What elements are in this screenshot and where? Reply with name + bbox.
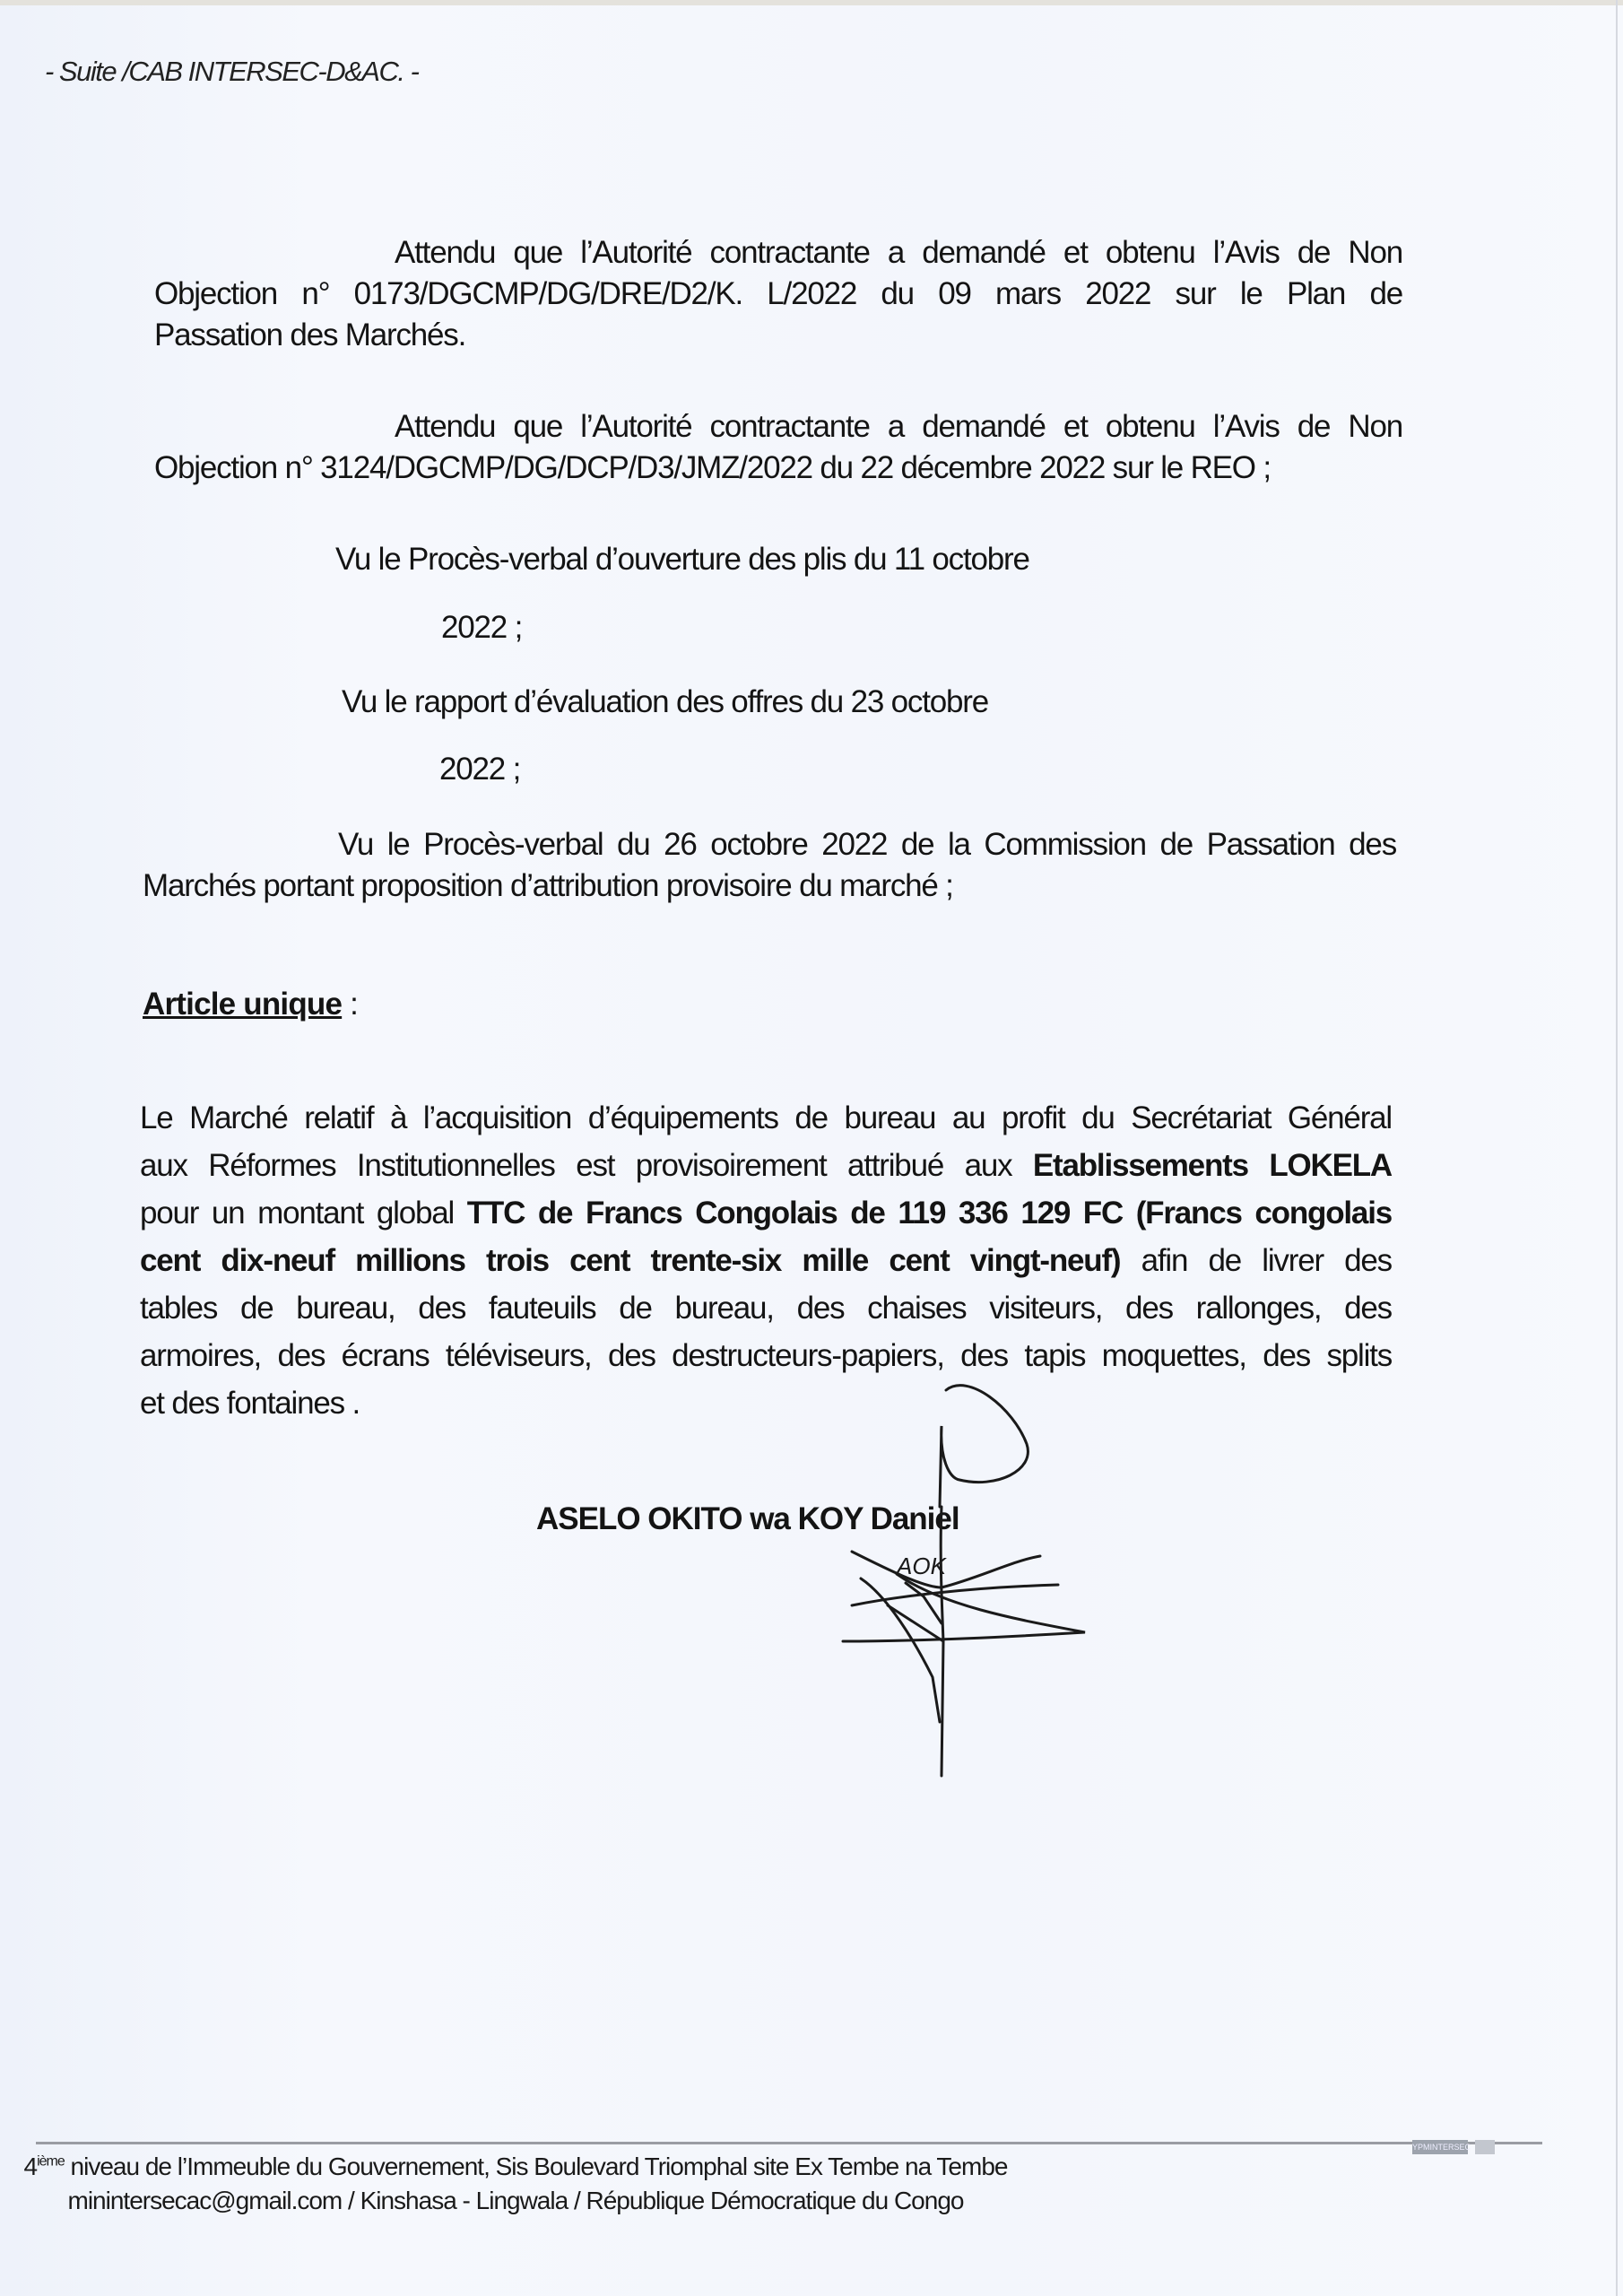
article-text: Le Marché relatif à l’acquisition d’équipements de bureau au profit du Secrétariat Général: [140, 1100, 1392, 1135]
article-heading: [143, 987, 358, 1022]
vu-1-line: Vu le Procès-verbal d’ouverture des plis du 11 octobre: [335, 542, 1029, 577]
considerant-2-line: Attendu que l’Autorité contractante a demandé et obtenu l’Avis de Non: [395, 409, 1402, 444]
footer-address: [0, 2152, 1327, 2181]
article-line: [140, 1243, 1392, 1279]
article-bold-text: cent dix-neuf millions trois cent trente-six mille cent vingt-neuf): [140, 1243, 1121, 1278]
vu-3-line: Marchés portant proposition d’attribution provisoire du marché ;: [143, 868, 953, 903]
vu-3-line: Vu le Procès-verbal du 26 octobre 2022 de la Commission de Passation des: [338, 827, 1396, 862]
article-text: aux Réformes Institutionnelles est provisoirement attribué aux: [140, 1148, 1033, 1183]
signatory-name: ASELO OKITO wa KOY Daniel: [536, 1501, 959, 1536]
considerant-2-line: Objection n° 3124/DGCMP/DG/DCP/D3/JMZ/2022 du 22 décembre 2022 sur le REO ;: [154, 450, 1271, 485]
article-line: [140, 1196, 1392, 1231]
vu-2-line: Vu le rapport d’évaluation des offres du 23 octobre: [342, 684, 988, 719]
header-reference: - Suite /CAB INTERSEC-D&AC. -: [45, 56, 419, 87]
scanner-stamp: YPMINTERSEC: [1412, 2140, 1468, 2154]
footer-floor-number: 4: [23, 2152, 38, 2180]
scan-edge: [1616, 0, 1618, 2296]
footer-address-text: niveau de l’Immeuble du Gouvernement, Sis Boulevard Triomphal site Ex Tembe na Tembe: [64, 2152, 1008, 2180]
article-line: [140, 1148, 1392, 1184]
article-line: [140, 1386, 360, 1422]
article-line: [140, 1291, 1392, 1326]
article-bold-text: TTC de Francs Congolais de 119 336 129 FC (Francs congolais: [466, 1196, 1392, 1231]
considerant-1-line: Attendu que l’Autorité contractante a demandé et obtenu l’Avis de Non: [395, 235, 1402, 270]
article-text: et des fontaines .: [140, 1386, 360, 1421]
footer-floor-suffix: ième: [37, 2153, 65, 2170]
considerant-1-line: Passation des Marchés.: [154, 317, 466, 352]
footer-contact: minintersecac@gmail.com / Kinshasa - Lingwala / République Démocratique du Congo: [67, 2187, 964, 2214]
considerant-1-line: Objection n° 0173/DGCMP/DG/DRE/D2/K. L/2022 du 09 mars 2022 sur le Plan de: [154, 276, 1402, 311]
article-text: armoires, des écrans téléviseurs, des destructeurs-papiers, des tapis moquettes, des splits: [140, 1338, 1392, 1373]
signature-initials: AOK: [897, 1552, 946, 1579]
article-text: afin de livrer des: [1120, 1243, 1392, 1278]
article-text: tables de bureau, des fauteuils de bureau, des chaises visiteurs, des rallonges, des: [140, 1291, 1392, 1326]
article-line: [140, 1100, 1392, 1136]
article-bold-text: Etablissements LOKELA: [1032, 1148, 1392, 1183]
vu-1-line: 2022 ;: [441, 610, 523, 645]
scan-edge: [0, 0, 1623, 5]
article-title-suffix: :: [342, 987, 359, 1022]
vu-2-line: 2022 ;: [439, 752, 521, 787]
article-line: [140, 1338, 1392, 1374]
footer-divider: [36, 2142, 1542, 2144]
article-text: pour un montant global: [140, 1196, 467, 1231]
scanner-stamp-block: [1475, 2140, 1495, 2154]
handwritten-signature: [834, 1372, 1175, 1785]
article-title: Article unique: [143, 987, 343, 1022]
